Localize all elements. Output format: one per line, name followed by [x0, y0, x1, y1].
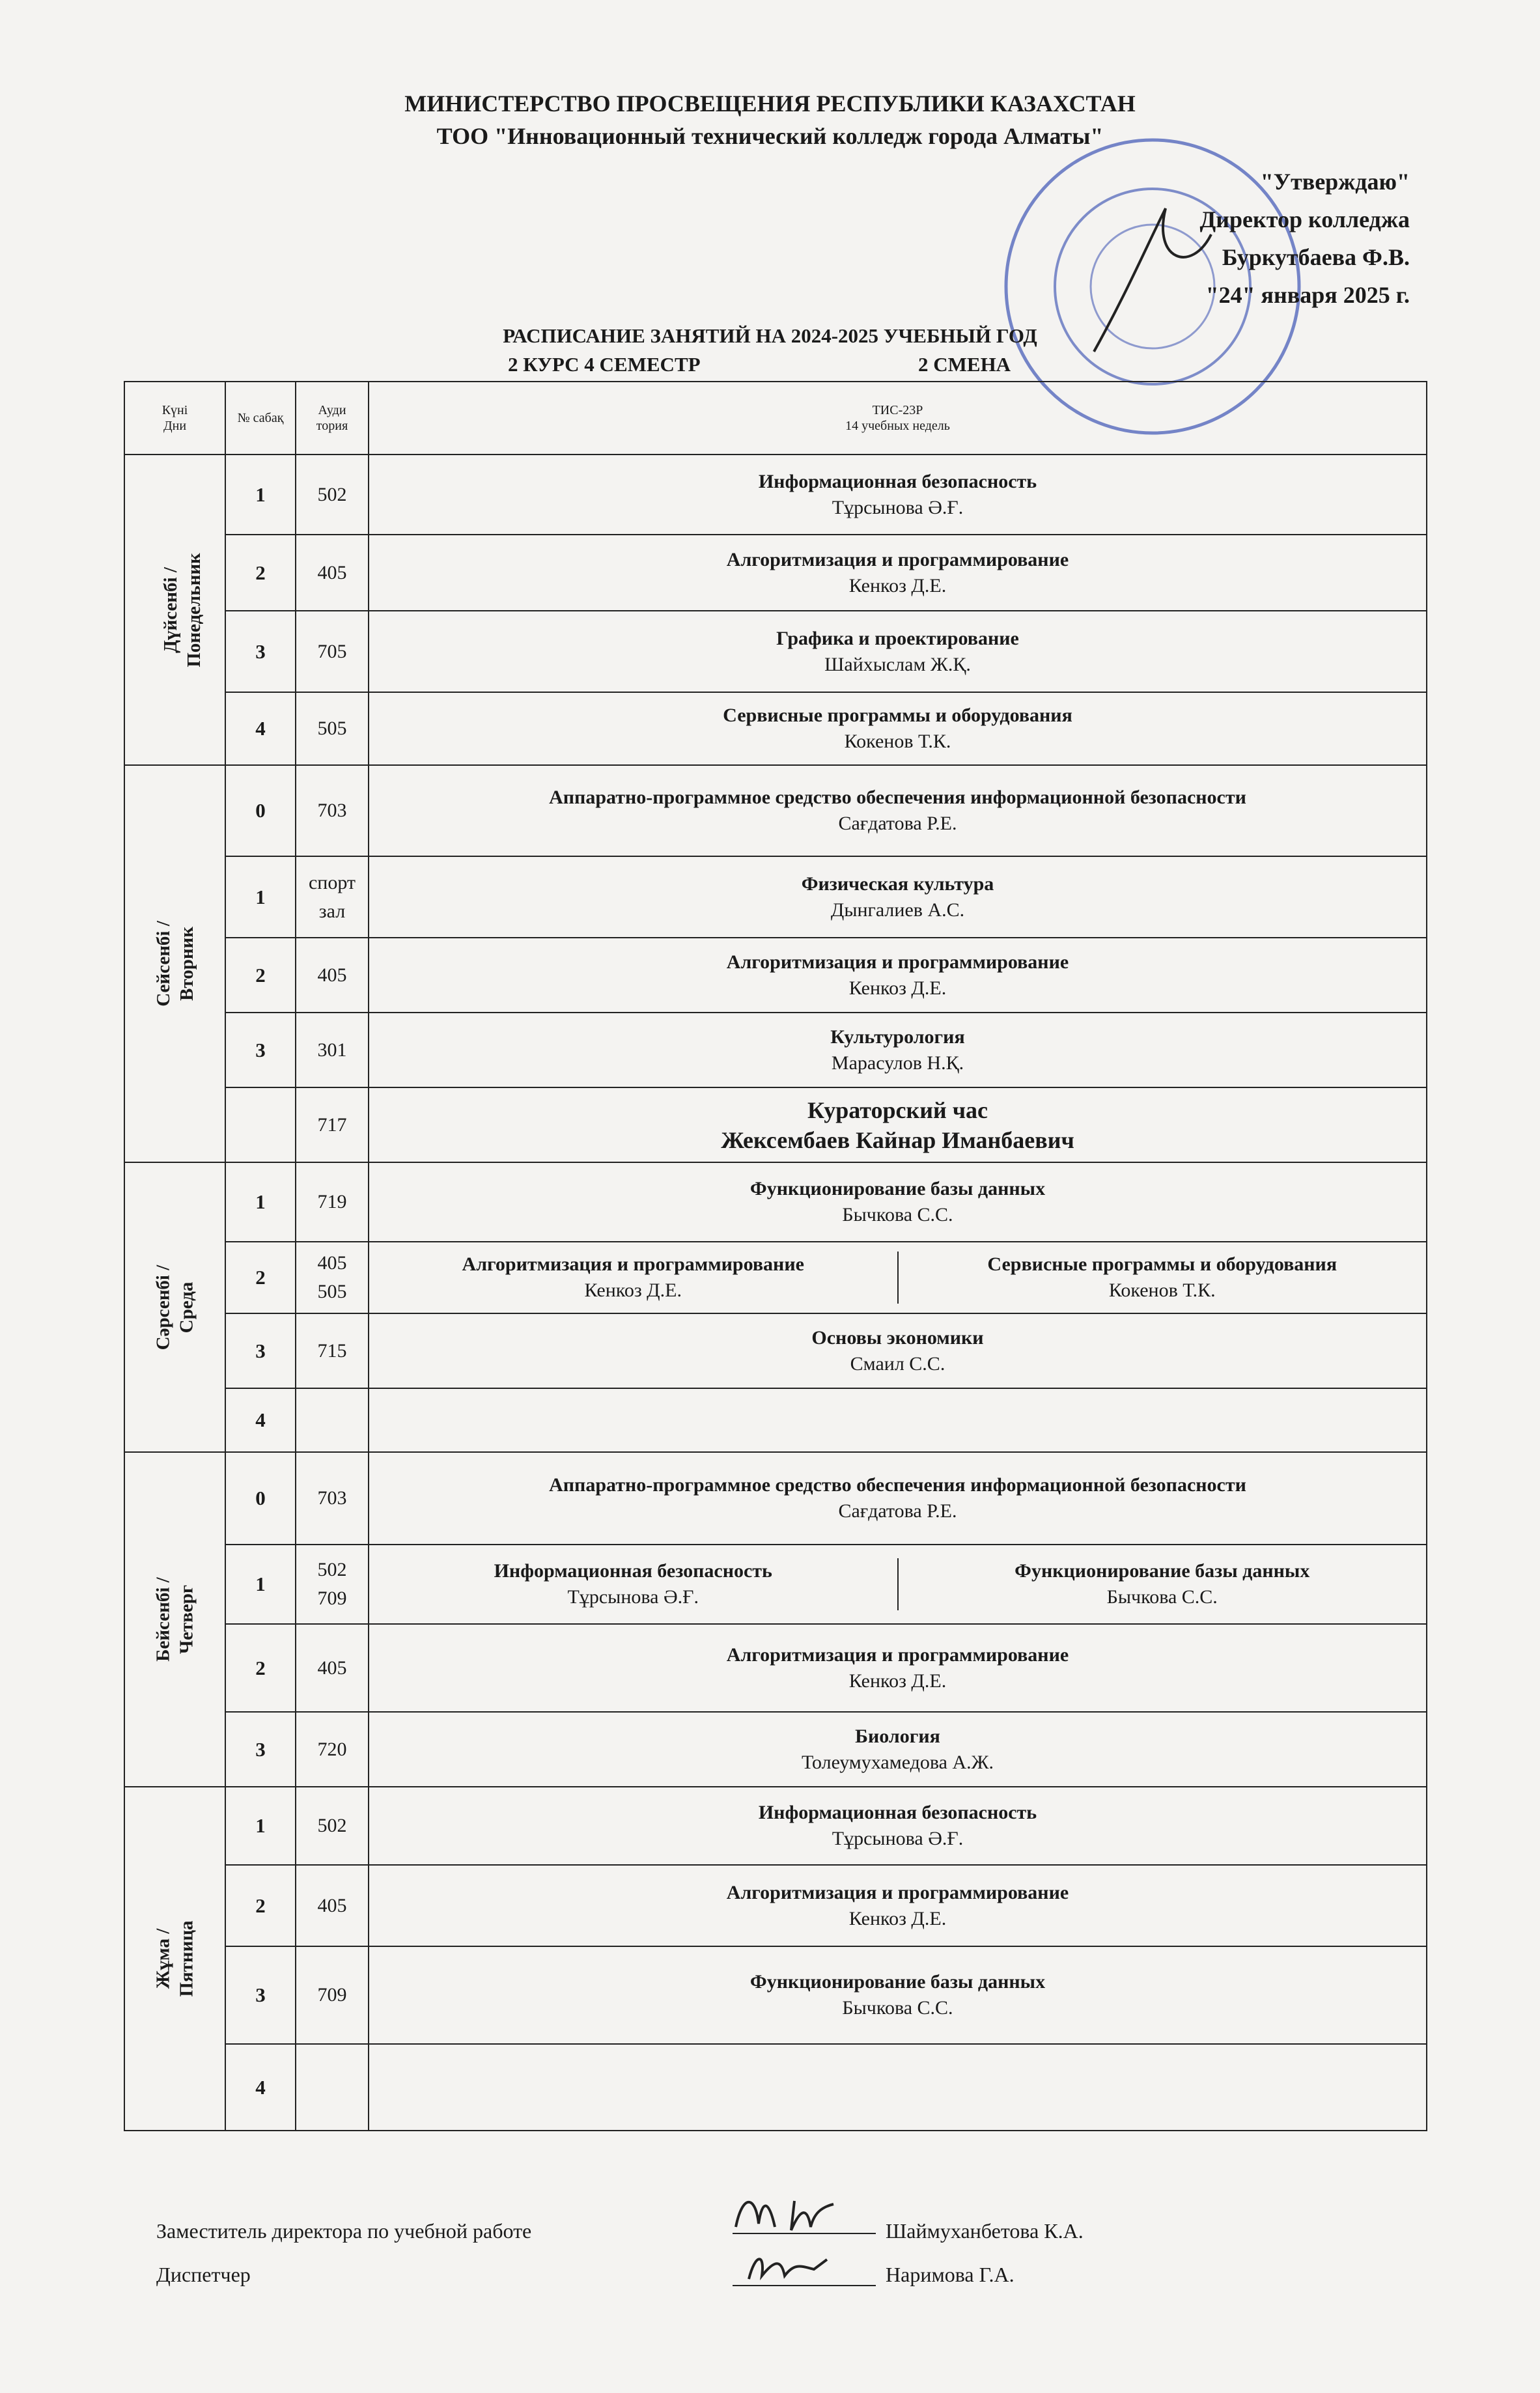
day-wednesday: Сәрсенбі / Среда [124, 1162, 225, 1452]
room-b: 505 [317, 1281, 347, 1302]
lesson-cell: Графика и проектирование Шайхыслам Ж.Қ. [369, 611, 1427, 692]
room: 502 [296, 455, 369, 535]
shift-label: 2 СМЕНА [918, 353, 1011, 376]
lesson-cell: Алгоритмизация и программирование Кенкоз Д.Е. [369, 1624, 1427, 1712]
room: 717 [296, 1087, 369, 1162]
deputy-title: Заместитель директора по учебной работе [156, 2219, 532, 2243]
lesson-cell: Аппаратно-программное средство обеспечения информационной безопасности Сағдатова Р.Е. [369, 765, 1427, 856]
day-tuesday: Сейсенбі / Вторник [124, 765, 225, 1162]
lesson-cell: Алгоритмизация и программирование Кенкоз Д.Е. [369, 938, 1427, 1013]
lesson-number: 1 [225, 1162, 296, 1242]
room [296, 1242, 369, 1313]
lesson-cell: Биология Толеумухамедова А.Ж. [369, 1712, 1427, 1787]
approval-line2: Директор колледжа [1199, 206, 1410, 232]
day-thursday: Бейсенбі / Четверг [124, 1452, 225, 1787]
subgroup-a: Информационная безопасность Тұрсынова Ә.Ғ. [494, 1560, 772, 1608]
lesson-cell: Информационная безопасность Тұрсынова Ә.Ғ. [369, 1787, 1427, 1865]
schedule-table [124, 381, 1427, 2131]
room: спорт зал [296, 856, 369, 938]
approval-line3: Буркутбаева Ф.В. [1222, 244, 1410, 270]
lesson-number: 2 [225, 1624, 296, 1712]
lesson-number: 0 [225, 1452, 296, 1545]
lesson-number: 2 [225, 1242, 296, 1313]
lesson-number: 1 [225, 856, 296, 938]
course-semester: 2 КУРС 4 СЕМЕСТР [508, 353, 701, 376]
room: 405 [296, 1624, 369, 1712]
room-b: 709 [317, 1588, 347, 1609]
lesson-number: 3 [225, 1013, 296, 1087]
room [296, 1545, 369, 1624]
room-a: 502 [317, 1559, 347, 1580]
lesson-cell: Основы экономики Смаил С.С. [369, 1313, 1427, 1388]
ministry-title: МИНИСТЕРСТВО ПРОСВЕЩЕНИЯ РЕСПУБЛИКИ КАЗАХСТАН [404, 91, 1136, 117]
room: 405 [296, 1865, 369, 1946]
room: 703 [296, 1452, 369, 1545]
lesson-number: 2 [225, 535, 296, 611]
lesson-cell: Сервисные программы и оборудования Кокенов Т.К. [369, 692, 1427, 765]
dispatcher-name: Наримова Г.А. [886, 2263, 1015, 2286]
day-friday: Жұма / Пятница [124, 1787, 225, 2131]
lesson-number: 1 [225, 1545, 296, 1624]
lesson-cell-empty [369, 1388, 1427, 1452]
lesson-number-empty [225, 1087, 296, 1162]
lesson-number: 3 [225, 611, 296, 692]
lesson-cell: Аппаратно-программное средство обеспечения информационной безопасности Сағдатова Р.Е. [369, 1452, 1427, 1545]
room-a: 405 [317, 1252, 347, 1274]
lesson-number: 1 [225, 1787, 296, 1865]
lesson-number: 0 [225, 765, 296, 856]
lesson-cell: Алгоритмизация и программирование Кенкоз Д.Е. [369, 535, 1427, 611]
room: 715 [296, 1313, 369, 1388]
room: 703 [296, 765, 369, 856]
room: 720 [296, 1712, 369, 1787]
room-empty [296, 2044, 369, 2131]
room: 719 [296, 1162, 369, 1242]
curator-hour-cell: Кураторский час Жексембаев Кайнар Иманбаевич [369, 1087, 1427, 1162]
lesson-number: 4 [225, 2044, 296, 2131]
room: 502 [296, 1787, 369, 1865]
subgroup-a: Алгоритмизация и программирование Кенкоз Д.Е. [462, 1253, 804, 1301]
lesson-cell: Функционирование базы данных Бычкова С.С. [369, 1162, 1427, 1242]
subgroup-b: Функционирование базы данных Бычкова С.С. [897, 1558, 1427, 1610]
room: 405 [296, 535, 369, 611]
deputy-name: Шаймуханбетова К.А. [886, 2219, 1084, 2243]
room: 405 [296, 938, 369, 1013]
approval-block [1200, 163, 1410, 314]
group-name: ТИС-23Р [872, 403, 923, 417]
dispatcher-title: Диспетчер [156, 2263, 251, 2286]
room: 505 [296, 692, 369, 765]
lesson-number: 2 [225, 938, 296, 1013]
col-room-header: Ауди тория [296, 382, 369, 455]
day-monday: Дүйсенбі / Понедельник [124, 455, 225, 765]
room: 301 [296, 1013, 369, 1087]
lesson-number: 3 [225, 1313, 296, 1388]
room-empty [296, 1388, 369, 1452]
college-title: ТОО "Инновационный технический колледж города Алматы" [436, 123, 1104, 149]
lesson-number: 2 [225, 1865, 296, 1946]
col-number-header: № сабақ [225, 382, 296, 455]
approval-date: "24" января 2025 г. [1205, 282, 1410, 308]
lesson-cell-empty [369, 2044, 1427, 2131]
lesson-number: 3 [225, 1946, 296, 2044]
lesson-number: 3 [225, 1712, 296, 1787]
lesson-cell: Физическая культура Дынгалиев А.С. [369, 856, 1427, 938]
lesson-number: 4 [225, 692, 296, 765]
group-header [369, 382, 1427, 455]
lesson-cell: Культурология Марасулов Н.Қ. [369, 1013, 1427, 1087]
deputy-signature [729, 2188, 879, 2240]
dispatcher-signature [729, 2240, 879, 2292]
room: 709 [296, 1946, 369, 2044]
weeks-count: 14 учебных недель [845, 419, 950, 433]
lesson-cell: Информационная безопасность Тұрсынова Ә.Ғ. [369, 455, 1427, 535]
subgroup-b: Сервисные программы и оборудования Кокенов Т.К. [897, 1252, 1427, 1304]
lesson-number: 4 [225, 1388, 296, 1452]
lesson-cell: Алгоритмизация и программирование Кенкоз Д.Е. [369, 1865, 1427, 1946]
split-lesson-cell [369, 1242, 1427, 1313]
schedule-title: РАСПИСАНИЕ ЗАНЯТИЙ НА 2024-2025 УЧЕБНЫЙ ГОД [503, 324, 1037, 347]
lesson-cell: Функционирование базы данных Бычкова С.С. [369, 1946, 1427, 2044]
approval-line1: "Утверждаю" [1260, 169, 1410, 195]
split-lesson-cell [369, 1545, 1427, 1624]
lesson-number: 1 [225, 455, 296, 535]
col-day-header: Күні Дни [124, 382, 225, 455]
room: 705 [296, 611, 369, 692]
